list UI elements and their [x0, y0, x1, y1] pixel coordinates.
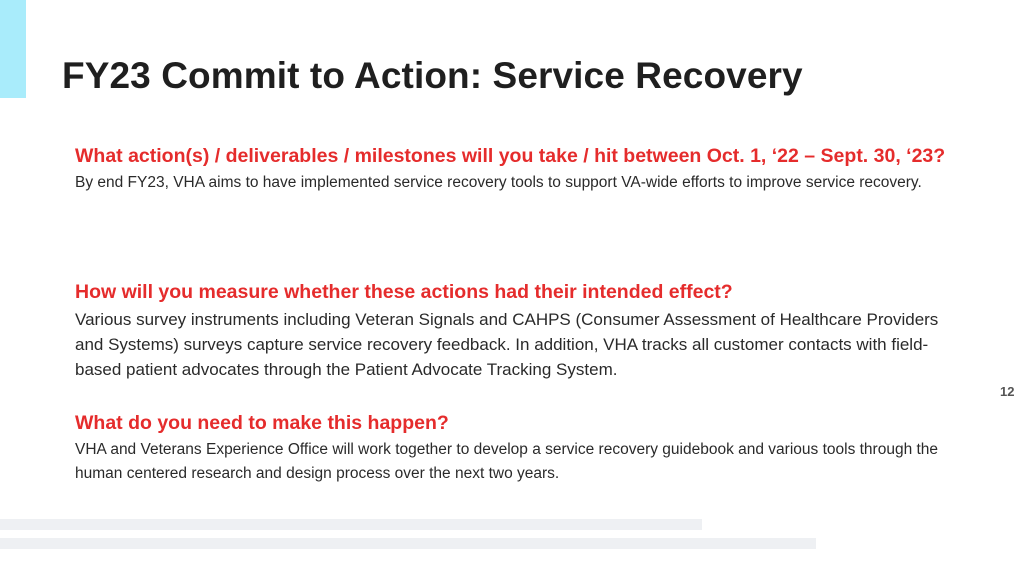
slide-title: FY23 Commit to Action: Service Recovery: [62, 55, 803, 96]
footer-decoration-line: [0, 538, 816, 549]
accent-bar: [0, 0, 26, 98]
section-answer: By end FY23, VHA aims to have implemented service recovery tools to support VA-wide efforts to improve service recovery.: [75, 174, 922, 191]
section-answer: VHA and Veterans Experience Office will work together to develop a service recovery guidebook and various tools through the human centered research and design process over the next two years.: [75, 441, 939, 482]
section-question: What action(s) / deliverables / milestones will you take / hit between Oct. 1, ‘22 – Sept. 30, ‘23?: [75, 145, 946, 167]
section-actions: [75, 141, 955, 195]
section-needs: [75, 408, 955, 486]
page-number: 12: [1000, 384, 1015, 399]
section-measure: [75, 277, 955, 382]
section-answer: Various survey instruments including Veteran Signals and CAHPS (Consumer Assessment of Healthcare Providers and Systems) surveys capture service recovery feedback. In addition, VHA tracks all customer contacts with field-based patient advocates through the Patient Advocate Tracking System.: [75, 310, 939, 379]
section-question: What do you need to make this happen?: [75, 412, 449, 434]
section-question: How will you measure whether these actions had their intended effect?: [75, 281, 733, 303]
footer-decoration-line: [0, 519, 702, 530]
